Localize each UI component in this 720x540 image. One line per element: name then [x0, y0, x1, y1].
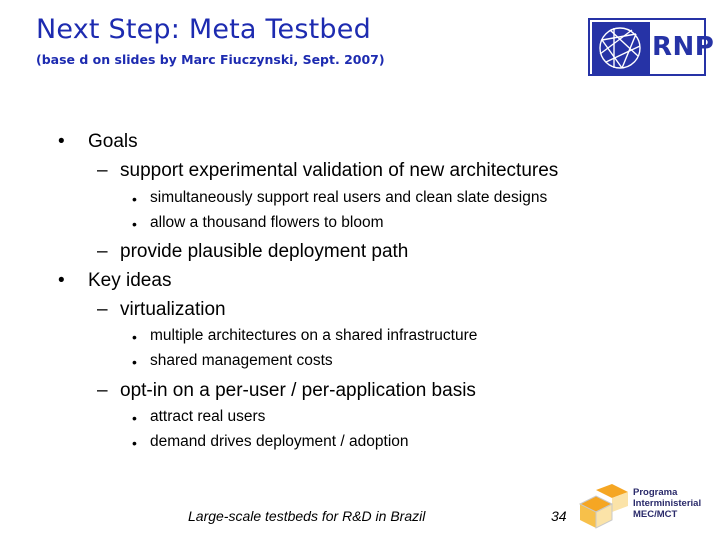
- outline-item-level-1: Goals: [88, 131, 138, 152]
- outline-bullet: •: [132, 216, 137, 232]
- slide-title: Next Step: Meta Testbed: [36, 14, 371, 45]
- outline-item-level-3: attract real users: [150, 408, 266, 425]
- outline-bullet: –: [97, 299, 108, 320]
- outline-bullet: •: [132, 435, 137, 451]
- outline-bullet: •: [132, 329, 137, 345]
- outline-bullet: –: [97, 160, 108, 181]
- outline-bullet: •: [132, 354, 137, 370]
- rnp-logo: [588, 18, 715, 76]
- outline-item-level-3: multiple architectures on a shared infrastructure: [150, 327, 478, 344]
- outline-bullet: –: [97, 380, 108, 401]
- cube-logo-icon: [574, 484, 632, 532]
- program-logo-line: MEC/MCT: [633, 509, 678, 520]
- outline-item-level-2: support experimental validation of new architectures: [120, 160, 559, 181]
- outline-item-level-3: shared management costs: [150, 352, 333, 369]
- footer-text: Large-scale testbeds for R&D in Brazil: [188, 508, 426, 524]
- page-number: 34: [551, 508, 567, 524]
- outline-item-level-1: Key ideas: [88, 270, 172, 291]
- program-logo-line: Programa: [633, 487, 678, 498]
- outline-item-level-3: allow a thousand flowers to bloom: [150, 214, 384, 231]
- outline-item-level-2: virtualization: [120, 299, 226, 320]
- outline-item-level-3: simultaneously support real users and clean slate designs: [150, 189, 548, 206]
- outline-item-level-2: opt-in on a per-user / per-application basis: [120, 380, 476, 401]
- rnp-logo-text: RNP: [652, 32, 715, 62]
- outline-item-level-2: provide plausible deployment path: [120, 241, 409, 262]
- program-logo-line: Interministerial: [633, 498, 702, 509]
- program-logo-text: [633, 487, 701, 520]
- outline-bullet: •: [58, 131, 65, 152]
- slide-subtitle: (base d on slides by Marc Fiuczynski, Sept. 2007): [36, 52, 385, 67]
- outline-bullet: •: [132, 191, 137, 207]
- outline-bullet: –: [97, 241, 108, 262]
- outline-item-level-3: demand drives deployment / adoption: [150, 433, 409, 450]
- globe-network-icon: [592, 22, 650, 74]
- outline-bullet: •: [58, 270, 65, 291]
- outline-bullet: •: [132, 410, 137, 426]
